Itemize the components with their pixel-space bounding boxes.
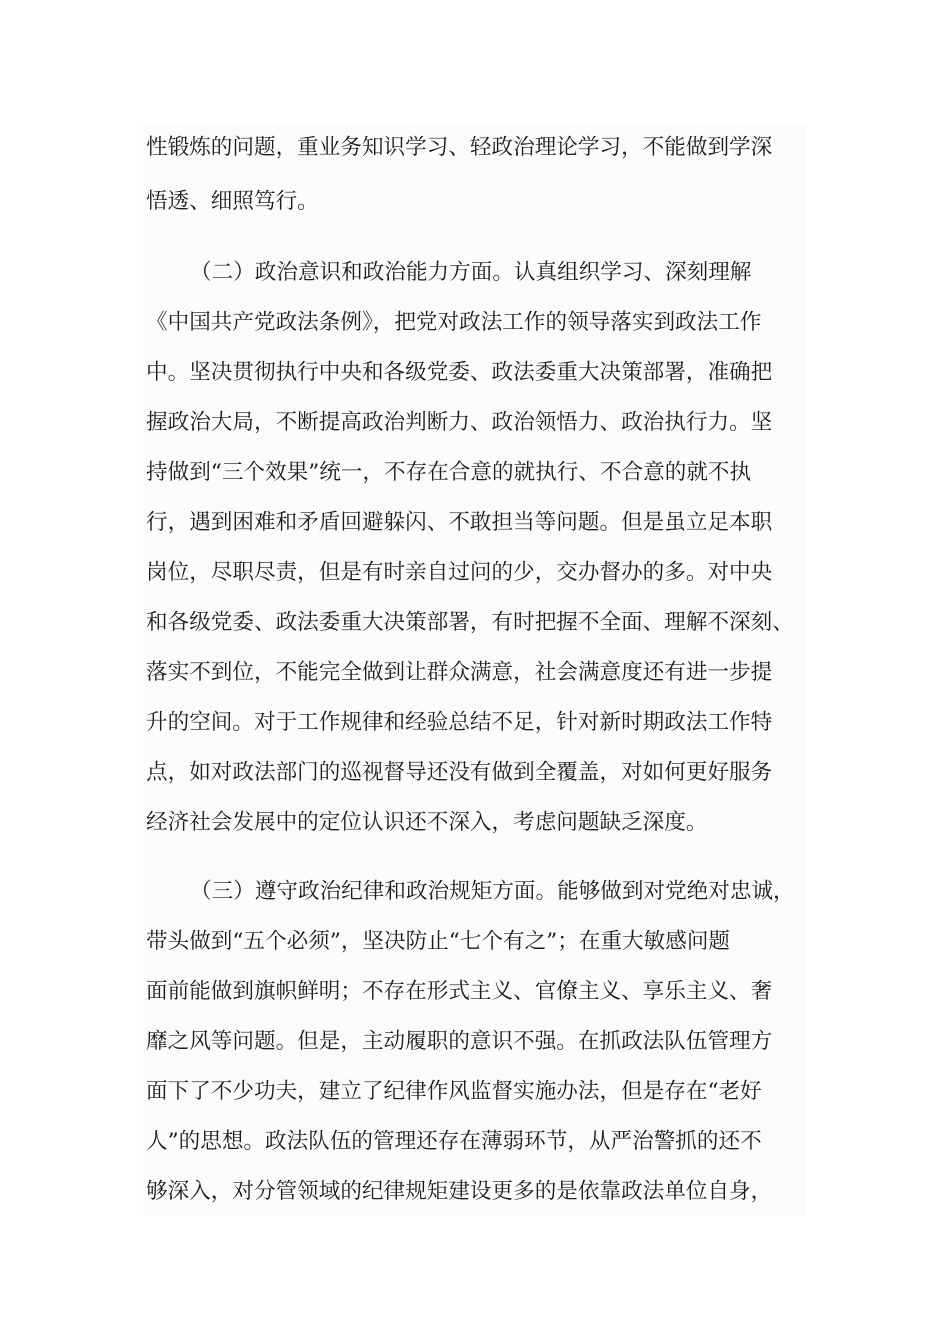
text-line: 中。坚决贯彻执行中央和各级党委、政法委重大决策部署，准确把 [146,360,773,385]
text-line: 性锻炼的问题，重业务知识学习、轻政治理论学习，不能做到学深 [146,135,773,160]
text-line: 悟透、细照笃行。 [146,189,319,214]
text-line: 和各级党委、政法委重大决策部署，有时把握不全面、理解不深刻、 [146,610,794,635]
text-line: 人”的思想。政法队伍的管理还存在薄弱环节，从严治警抓的还不 [146,1129,762,1154]
text-line: 点，如对政法部门的巡视督导还没有做到全覆盖，对如何更好服务 [146,760,773,785]
text-line: 靡之风等问题。但是，主动履职的意识不强。在抓政法队伍管理方 [146,1029,773,1054]
text-line: 《中国共产党政法条例》，把党对政法工作的领导落实到政法工作 [146,310,762,335]
text-line: （三）遵守政治纪律和政治规矩方面。能够做到对党绝对忠诚， [190,879,795,904]
text-line: 面前能做到旗帜鲜明；不存在形式主义、官僚主义、享乐主义、奢 [146,979,773,1004]
text-line: 持做到“三个效果”统一，不存在合意的就执行、不合意的就不执 [146,460,752,485]
text-line: 岗位，尽职尽责，但是有时亲自过问的少，交办督办的多。对中央 [146,560,773,585]
text-line: 行，遇到困难和矛盾回避躲闪、不敢担当等问题。但是虽立足本职 [146,510,773,535]
text-line: （二）政治意识和政治能力方面。认真组织学习、深刻理解 [190,260,752,285]
text-line: 握政治大局，不断提高政治判断力、政治领悟力、政治执行力。坚 [146,410,773,435]
text-line: 够深入，对分管领域的纪律规矩建设更多的是依靠政法单位自身， [146,1179,773,1204]
document-text-block [143,124,806,1216]
text-line: 带头做到“五个必须”，坚决防止“七个有之”；在重大敏感问题 [146,929,731,954]
text-line: 经济社会发展中的定位认识还不深入，考虑问题缺乏深度。 [146,810,708,835]
text-line: 面下了不少功夫，建立了纪律作风监督实施办法，但是存在“老好 [146,1079,762,1104]
text-line: 落实不到位，不能完全做到让群众满意，社会满意度还有进一步提 [146,660,773,685]
text-line: 升的空间。对于工作规律和经验总结不足，针对新时期政法工作特 [146,710,773,735]
